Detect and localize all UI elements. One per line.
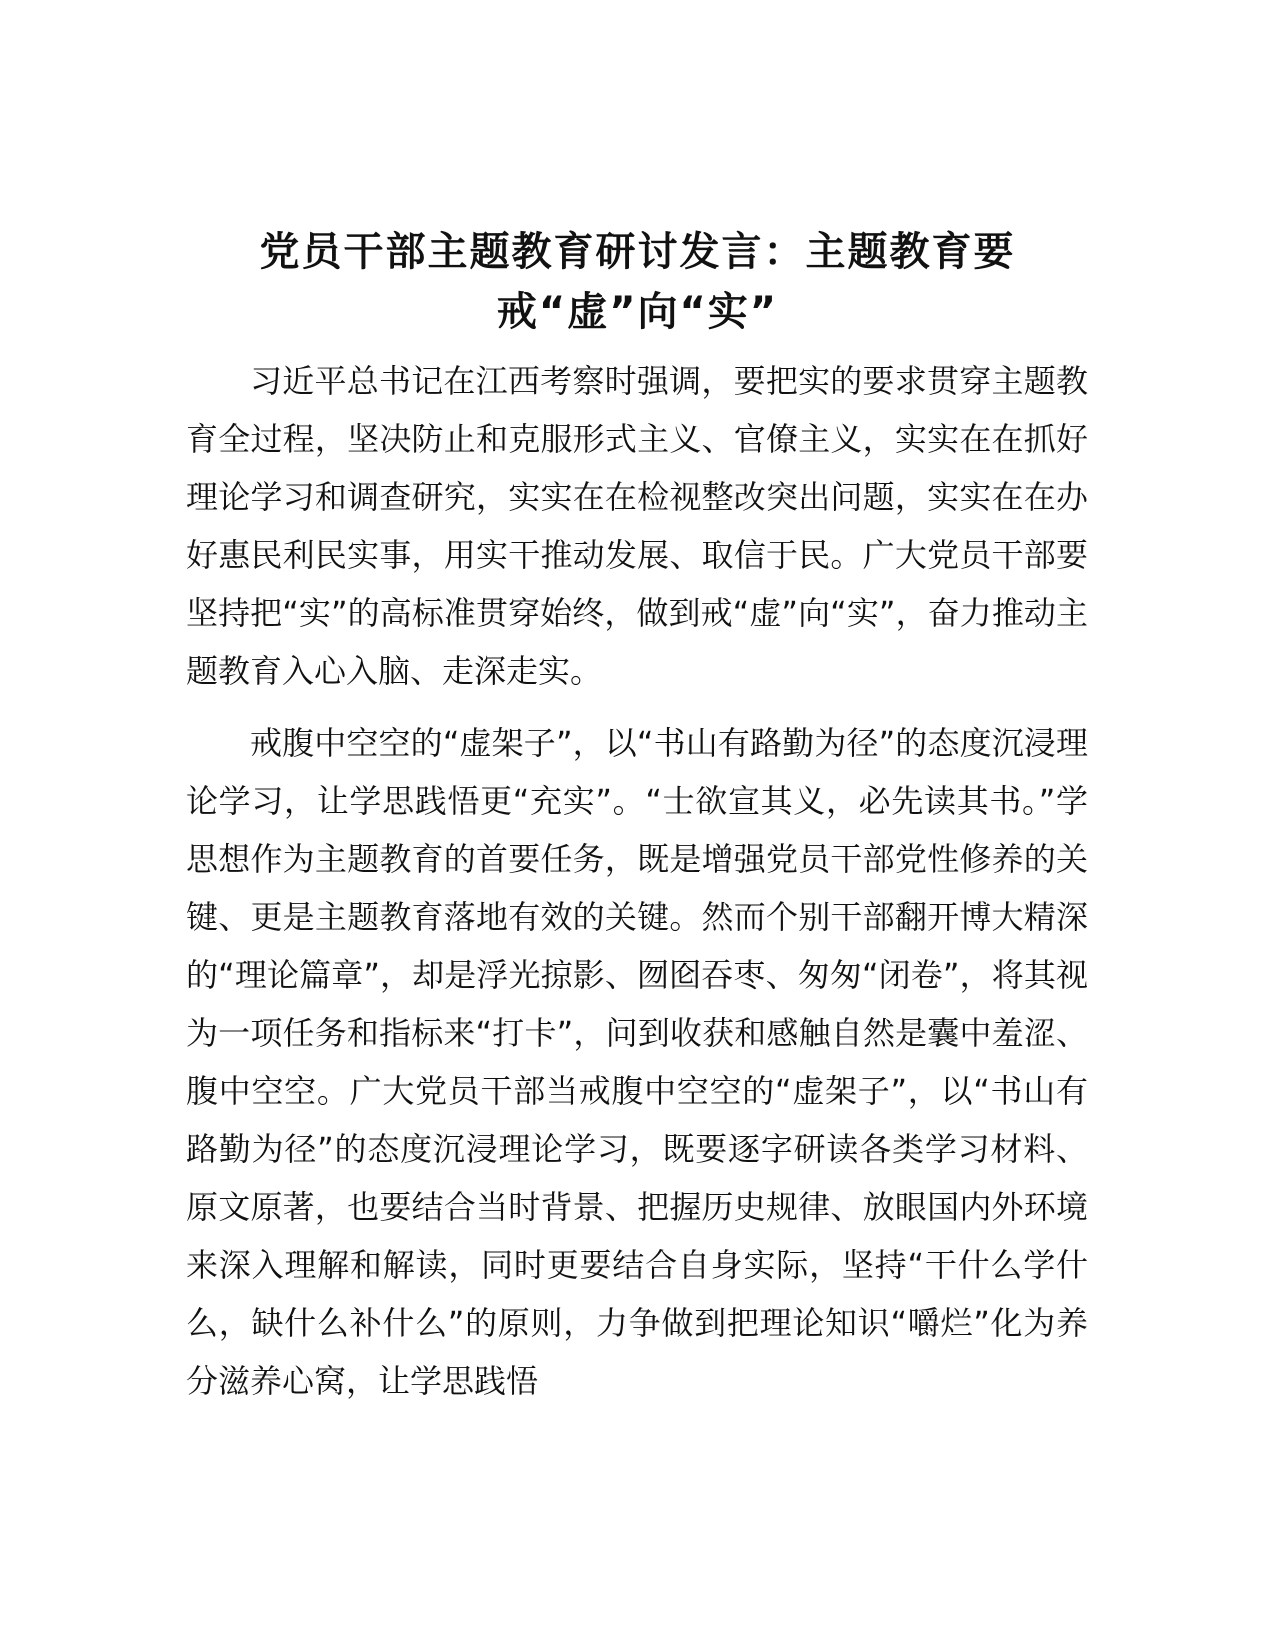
paragraph: 习近平总书记在江西考察时强调，要把实的要求贯穿主题教育全过程，坚决防止和克服形式主义、官僚主义，实实在在抓好理论学习和调查研究，实实在在检视整改突出问题，实实在在办好惠民利民实事，用实干推动发展、取信于民。广大党员干部要坚持把“实”的高标准贯穿始终，做到戒“虚”向“实”，奋力推动主题教育入心入脑、走深走实。 bbox=[186, 362, 1088, 690]
title-line-1: 党员干部主题教育研讨发言：主题教育要 bbox=[259, 229, 1016, 275]
paragraph: 戒腹中空空的“虚架子”，以“书山有路勤为径”的态度沉浸理论学习，让学思践悟更“充实”。“士欲宣其义，必先读其书。”学思想作为主题教育的首要任务，既是增强党员干部党性修养的关键、更是主题教育落地有效的关键。然而个别干部翻开博大精深的“理论篇章”，却是浮光掠影、囫囵吞枣、匆匆“闭卷”，将其视为一项任务和指标来“打卡”，问到收获和感触自然是囊中羞涩、腹中空空。广大党员干部当戒腹中空空的“虚架子”，以“书山有路勤为径”的态度沉浸理论学习，既要逐字研读各类学习材料、原文原著，也要结合当时背景、把握历史规律、放眼国内外环境来深入理解和解读，同时更要结合自身实际，坚持“干什么学什么，缺什么补什么”的原则，力争做到把理论知识“嚼烂”化为养分滋养心窝，让学思践悟 bbox=[186, 724, 1088, 1400]
title-line-2: 戒“虚”向“实” bbox=[496, 289, 779, 335]
document-body bbox=[186, 352, 1088, 1424]
document-title bbox=[180, 222, 1095, 342]
